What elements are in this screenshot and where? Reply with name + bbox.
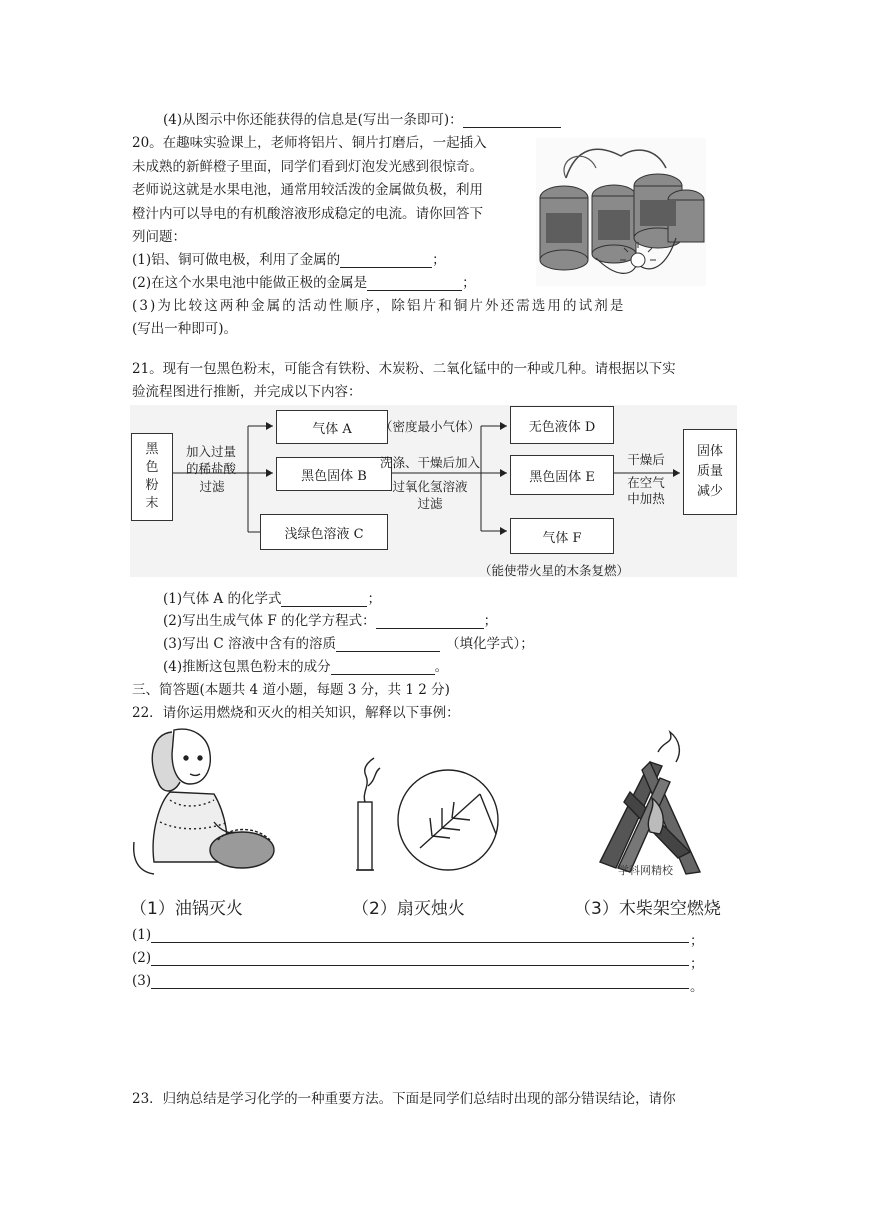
q22-answer-line-1[interactable]	[151, 942, 689, 943]
q20-sub3: (3)为比较这两种金属的活动性顺序，除铝片和铜片外还需选用的试剂是	[132, 298, 626, 314]
answer-blank[interactable]	[340, 253, 432, 268]
q22-answer-punct-3: 。	[690, 979, 704, 995]
flow-step1-filter: 过滤	[199, 479, 225, 494]
q21-sub4: (4)推断这包黑色粉末的成分 。	[163, 659, 449, 675]
q22-illustration	[130, 722, 737, 922]
flow-liquid-d: 无色液体 D	[510, 406, 614, 444]
watermark: 学科网精校	[618, 864, 673, 877]
q22-caption-1: （1）油锅灭火	[130, 899, 243, 919]
q20-line: 橙汁内可以导电的有机酸溶液形成稳定的电流。请你回答下	[132, 205, 483, 222]
q22-answer-label-1: (1)	[132, 927, 152, 943]
answer-blank[interactable]	[331, 660, 435, 675]
q22-answer-label-2: (2)	[132, 950, 152, 966]
flow-solid-b: 黑色固体 B	[276, 457, 392, 491]
q21-sub3: (3)写出 C 溶液中含有的溶质 （填化学式）；	[163, 636, 534, 652]
q22-answer-label-3: (3)	[132, 973, 152, 989]
fruit-battery-image	[536, 138, 706, 286]
answer-blank[interactable]	[336, 637, 440, 652]
q21-sub2: (2)写出生成气体 F 的化学方程式： ；	[163, 613, 498, 629]
q20-line: 老师说这就是水果电池，通常用较活泼的金属做负极，利用	[132, 182, 483, 198]
answer-blank[interactable]	[367, 276, 462, 291]
flow-step2-filter: 过滤	[417, 496, 443, 511]
q20-sub1: (1)铝、铜可做电极，利用了金属的 ；	[132, 252, 446, 268]
q22-answer-line-2[interactable]	[151, 965, 689, 966]
q22-caption-3: （3）木柴架空燃烧	[574, 899, 721, 919]
q20-line: 列问题：	[132, 229, 186, 245]
q22-answer-punct-2: ；	[690, 956, 704, 972]
flow-step2-label2: 过氧化氢溶液	[392, 479, 468, 494]
q19-4-text: (4)从图示中你还能获得的信息是(写出一条即可)：	[163, 108, 561, 128]
q20-stem	[132, 132, 487, 250]
flowchart	[130, 405, 737, 577]
q22-answer-line-3[interactable]	[151, 988, 689, 989]
section-3-heading: 三、简答题(本题共 4 道小题，每题 3 分，共 1 2 分)	[132, 682, 450, 698]
q20-line: 20。在趣味实验课上，老师将铝片、铜片打磨后，一起插入	[132, 135, 487, 151]
answer-blank[interactable]	[376, 614, 484, 629]
flow-gas-a: 气体 A	[276, 410, 388, 444]
flow-gas-f: 气体 F	[510, 518, 614, 554]
answer-blank[interactable]	[463, 113, 561, 128]
flow-step3-label1: 干燥后	[627, 452, 665, 467]
q22-answer-punct-1: ；	[690, 933, 704, 949]
flow-solution-c: 浅绿色溶液 C	[260, 514, 388, 550]
flow-step2-label1: 洗涤、干燥后加入	[379, 455, 480, 470]
q23-stem: 23．归纳总结是学习化学的一种重要方法。下面是同学们总结时出现的部分错误结论，请你	[132, 1091, 676, 1107]
answer-blank[interactable]	[281, 592, 367, 607]
q20-line: 未成熟的新鲜橙子里面，同学们看到灯泡发光感到很惊奇。	[132, 158, 483, 175]
q20-sub3-cont: (写出一种即可)。	[132, 321, 238, 337]
flow-gas-f-note: （能使带火星的木条复燃）	[478, 563, 629, 578]
q21-sub1: (1)气体 A 的化学式 ；	[163, 591, 381, 607]
flow-start-box: 黑色粉末	[131, 433, 173, 521]
q22-caption-2: （2）扇灭烛火	[352, 899, 465, 919]
flow-solid-e: 黑色固体 E	[510, 455, 614, 495]
q21-stem-line1: 21。现有一包黑色粉末，可能含有铁粉、木炭粉、二氧化锰中的一种或几种。请根据以下实	[132, 361, 676, 377]
q20-sub2: (2)在这个水果电池中能做正极的金属是 ；	[132, 275, 476, 291]
flow-end-box: 固体质量减少	[683, 429, 737, 515]
q22-stem: 22．请你运用燃烧和灭火的相关知识，解释以下事例：	[132, 705, 460, 721]
q21-stem-line2: 验流程图进行推断，并完成以下内容：	[132, 384, 362, 400]
flow-step3-label2: 在空气 中加热	[627, 475, 665, 506]
flow-gas-a-note: （密度最小气体）	[379, 419, 480, 434]
flow-step1-label: 加入过量 的稀盐酸	[185, 444, 236, 476]
